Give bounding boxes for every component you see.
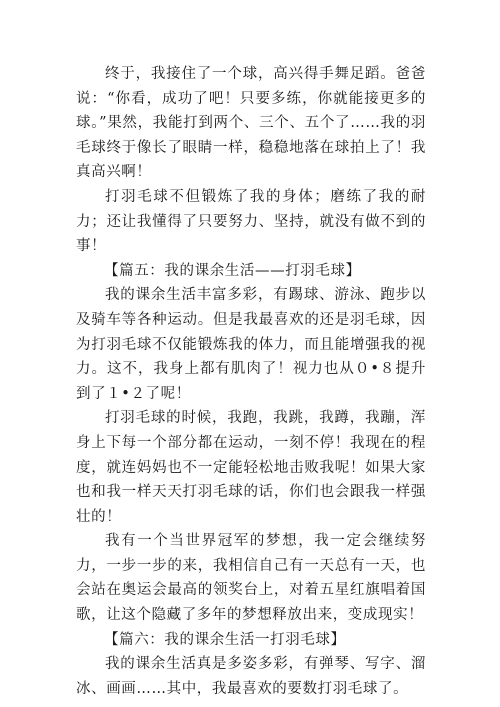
paragraph: 打羽毛球的时候，我跑，我跳，我蹲，我蹦，浑身上下每一个部分都在运动，一刻不停！我现在的程度，就连妈妈也不一定能轻松地击败我呢！如果大家也和我一样天天打羽毛球的话，你们也会跟我一样强壮的！	[76, 410, 426, 525]
section-heading: 【篇六：我的课余生活一打羽毛球】	[104, 631, 346, 648]
paragraph: 我的课余生活真是多姿多彩，有弹琴、写字、溜冰、画画……其中，我最喜欢的要数打羽毛球了。	[76, 656, 426, 697]
section-heading: 【篇五：我的课余生活——打羽毛球】	[104, 262, 361, 279]
document-page	[76, 62, 426, 701]
paragraph: 打羽毛球不但锻炼了我的身体；磨练了我的耐力；还让我懂得了只要努力、坚持，就没有做不到的事！	[76, 188, 426, 255]
paragraph: 我有一个当世界冠军的梦想，我一定会继续努力，一步一步的来，我相信自己有一天总有一天，也会站在奥运会最高的领奖台上，对着五星红旗唱着国歌，让这个隐藏了多年的梦想释放出来，变成现实！	[76, 533, 426, 624]
paragraph: 终于，我接住了一个球，高兴得手舞足蹈。爸爸说：“你看，成功了吧！只要多练，你就能接更多的球。”果然，我能打到两个、三个、五个了……我的羽毛球终于像长了眼睛一样，稳稳地落在球拍上了！我真高兴啊！	[76, 66, 426, 181]
paragraph: 我的课余生活丰富多彩，有踢球、游泳、跑步以及骑车等各种运动。但是我最喜欢的还是羽毛球，因为打羽毛球不仅能锻炼我的体力，而且能增强我的视力。这不，我身上都有肌肉了！视力也从０•８提升到了１•２了呢！	[76, 287, 426, 402]
